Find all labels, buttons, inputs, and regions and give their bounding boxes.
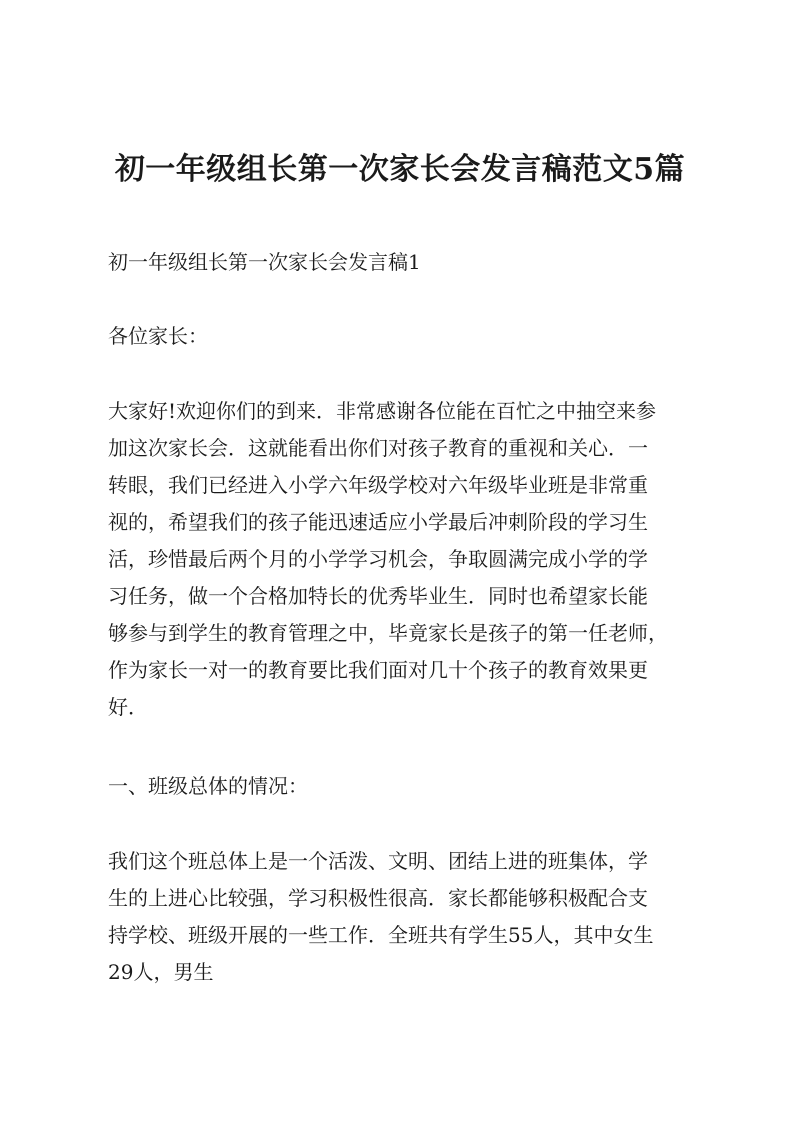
paragraph-class-overview — [108, 843, 700, 991]
paragraph-welcome — [108, 393, 700, 726]
paragraph-line: 好． — [108, 695, 148, 719]
paragraph-line: 活，珍惜最后两个月的小学学习机会，争取圆满完成小学的学 — [108, 547, 648, 571]
paragraph-line: 29人，男生 — [108, 960, 214, 984]
paragraph-line: 够参与到学生的教育管理之中，毕竟家长是孩子的第一任老师， — [108, 621, 668, 645]
document-subtitle: 初一年级组长第一次家长会发言稿1 — [108, 250, 421, 274]
paragraph-line: 习任务，做一个合格加特长的优秀毕业生．同时也希望家长能 — [108, 584, 648, 608]
greeting: 各位家长： — [108, 324, 208, 348]
paragraph-line: 生的上进心比较强，学习积极性很高．家长都能够积极配合支 — [108, 886, 648, 910]
paragraph-line: 视的，希望我们的孩子能迅速适应小学最后冲刺阶段的学习生 — [108, 510, 648, 534]
paragraph-line: 转眼，我们已经进入小学六年级学校对六年级毕业班是非常重 — [108, 473, 648, 497]
section-heading-class-overview: 一、班级总体的情况： — [108, 774, 308, 798]
paragraph-line: 持学校、班级开展的一些工作．全班共有学生55人，其中女生 — [108, 923, 654, 947]
paragraph-line: 加这次家长会．这就能看出你们对孩子教育的重视和关心．一 — [108, 436, 648, 460]
document-title: 初一年级组长第一次家长会发言稿范文5篇 — [114, 152, 686, 187]
paragraph-line: 大家好!欢迎你们的到来．非常感谢各位能在百忙之中抽空来参 — [108, 399, 657, 423]
paragraph-line: 我们这个班总体上是一个活泼、文明、团结上进的班集体，学 — [108, 849, 648, 873]
paragraph-line: 作为家长一对一的教育要比我们面对几十个孩子的教育效果更 — [108, 658, 648, 682]
